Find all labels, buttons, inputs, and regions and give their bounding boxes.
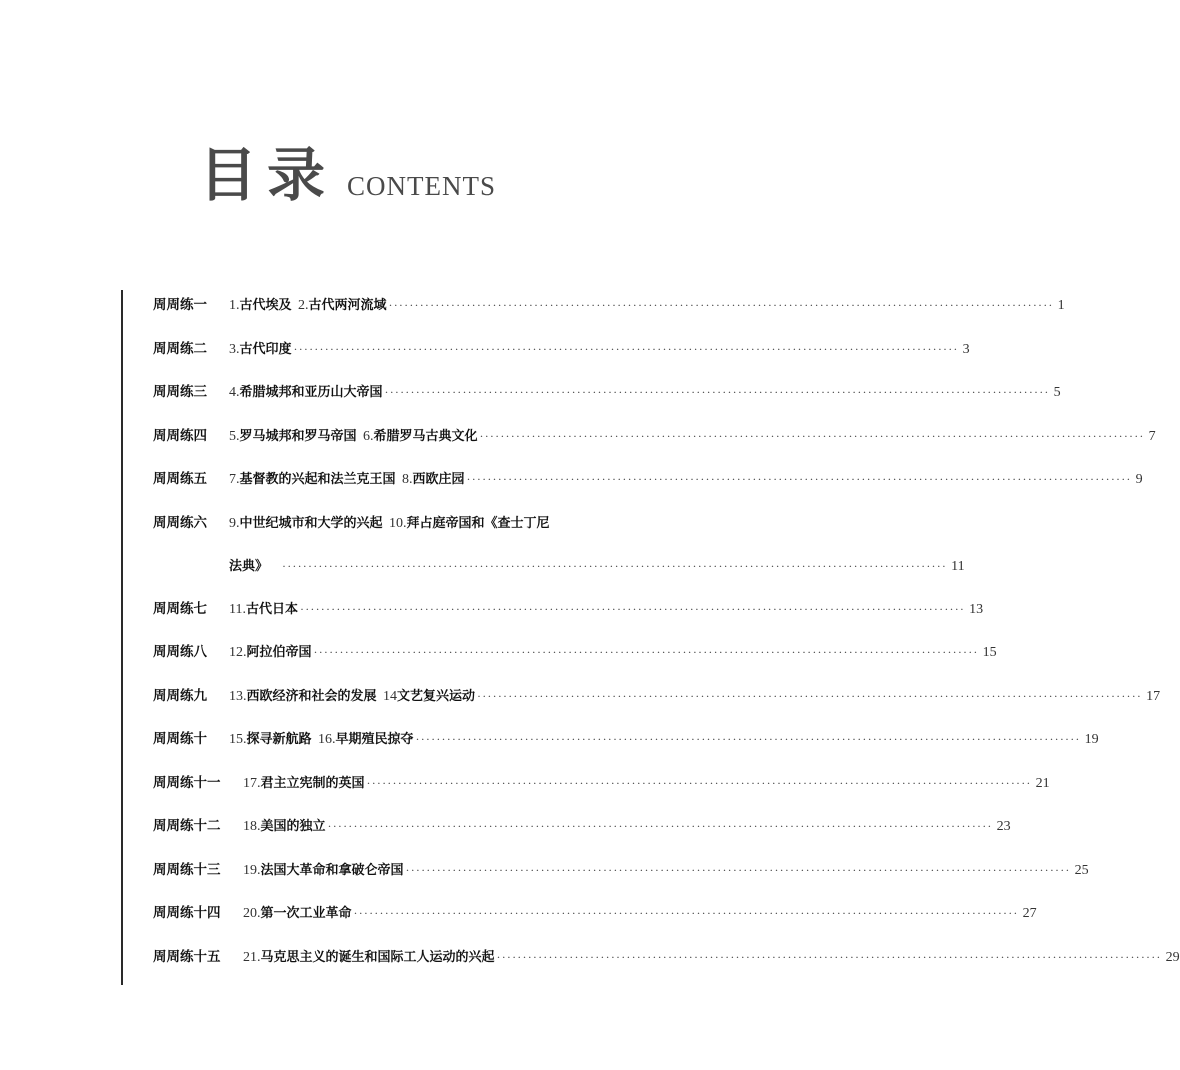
chapter-number: 13. — [229, 688, 247, 704]
toc-entry-label: 周周练十五 — [153, 948, 221, 965]
toc-entry[interactable] — [153, 769, 1050, 813]
toc-entry[interactable] — [153, 291, 1065, 335]
toc-entry[interactable] — [153, 899, 1037, 943]
chapter-number: 11. — [229, 601, 246, 617]
toc-entry-title — [243, 813, 326, 841]
chapter-number: 16. — [318, 732, 336, 747]
chapter-number: 5. — [229, 428, 240, 444]
page-number: 11 — [951, 558, 965, 574]
toc-entry[interactable] — [153, 725, 1099, 769]
page-number: 29 — [1165, 949, 1180, 965]
page-number: 19 — [1084, 732, 1099, 747]
toc-entry-label: 周周练八 — [153, 644, 207, 660]
toc-entry[interactable] — [153, 378, 1061, 422]
chapter-title: 基督教的兴起和法兰克王国 — [239, 472, 396, 487]
toc-entry-label: 周周练十四 — [153, 905, 221, 921]
toc-entry-label: 周周练五 — [153, 471, 207, 487]
leader-dots — [385, 378, 1050, 406]
toc-entry-title — [229, 336, 292, 364]
chapter-number: 7. — [229, 472, 240, 487]
title-english: CONTENTS — [347, 171, 497, 201]
chapter-title: 中世纪城市和大学的兴起 — [239, 515, 383, 531]
leader-dots — [328, 812, 993, 840]
page-number: 17 — [1146, 688, 1161, 704]
chapter-title: 古代印度 — [239, 341, 292, 357]
page-number: 1 — [1057, 298, 1065, 313]
toc-vertical-rule — [121, 290, 123, 985]
toc-entry[interactable] — [153, 812, 1011, 856]
chapter-title: 阿拉伯帝国 — [246, 645, 312, 660]
toc-entry-label: 周周练十 — [153, 731, 207, 747]
leader-dots — [467, 465, 1132, 493]
chapter-number: 6. — [363, 428, 374, 444]
table-of-contents — [153, 291, 1180, 986]
chapter-title: 探寻新航路 — [246, 732, 312, 747]
toc-entry-label: 周周练二 — [153, 340, 207, 357]
title-chinese: 目录 — [199, 141, 336, 209]
leader-dots — [477, 682, 1142, 710]
chapter-title: 希腊罗马古典文化 — [373, 428, 478, 444]
toc-entry-continuation[interactable] — [153, 552, 965, 595]
chapter-number: 21. — [243, 949, 261, 965]
leader-dots — [406, 856, 1071, 884]
toc-entry[interactable] — [153, 335, 970, 379]
chapter-number: 8. — [402, 472, 413, 487]
chapter-title: 马克思主义的诞生和国际工人运动的兴起 — [260, 949, 495, 965]
toc-entry-label: 周周练三 — [153, 384, 207, 400]
leader-dots — [282, 552, 947, 580]
toc-entry-title — [229, 726, 414, 754]
page-number: 27 — [1022, 906, 1037, 921]
toc-entry-label: 周周练十二 — [153, 818, 221, 834]
toc-entry-title — [243, 944, 495, 972]
chapter-number: 3. — [229, 341, 240, 357]
leader-dots — [497, 943, 1162, 971]
toc-entry-label: 周周练九 — [153, 687, 207, 704]
chapter-title: 文艺复兴运动 — [397, 688, 476, 704]
leader-dots — [294, 335, 959, 363]
leader-dots — [389, 291, 1054, 319]
chapter-number: 19. — [243, 862, 261, 878]
leader-dots — [480, 422, 1145, 450]
chapter-title: 第一次工业革命 — [260, 906, 352, 921]
chapter-number: 4. — [229, 385, 240, 400]
chapter-title: 古代埃及 — [239, 298, 292, 313]
toc-entry[interactable] — [153, 595, 984, 639]
chapter-number: 1. — [229, 298, 240, 313]
leader-dots — [367, 769, 1032, 797]
leader-dots — [416, 725, 1081, 753]
chapter-title: 法国大革命和拿破仑帝国 — [260, 862, 404, 878]
toc-entry[interactable] — [153, 638, 997, 682]
leader-dots — [314, 638, 979, 666]
toc-entry-title — [229, 292, 387, 320]
chapter-title: 古代两河流域 — [308, 298, 387, 313]
toc-entry[interactable] — [153, 682, 1161, 726]
leader-dots — [354, 899, 1019, 927]
page-number: 21 — [1035, 775, 1050, 791]
toc-entry[interactable] — [153, 943, 1180, 987]
toc-entry-title — [229, 683, 475, 711]
page-number: 15 — [982, 645, 997, 660]
chapter-title: 拜占庭帝国和《查士丁尼 — [406, 515, 550, 531]
toc-entry-label: 周周练十三 — [153, 861, 221, 878]
toc-entry[interactable] — [153, 509, 649, 552]
chapter-number: 2. — [298, 298, 309, 313]
chapter-title: 早期殖民掠夺 — [335, 732, 414, 747]
page-number: 3 — [962, 341, 970, 357]
toc-entry-title — [229, 423, 478, 451]
chapter-number: 10. — [389, 515, 407, 531]
toc-entry[interactable] — [153, 856, 1089, 900]
toc-entry-label: 周周练四 — [153, 427, 207, 444]
chapter-title: 古代日本 — [245, 601, 298, 617]
toc-entry-label: 周周练十一 — [153, 774, 221, 791]
page-number: 13 — [969, 601, 984, 617]
toc-entry-title — [229, 596, 298, 624]
page-number: 9 — [1135, 472, 1143, 487]
chapter-title: 希腊城邦和亚历山大帝国 — [239, 385, 383, 400]
toc-entry[interactable] — [153, 465, 1143, 509]
chapter-number: 20. — [243, 906, 261, 921]
chapter-title: 罗马城邦和罗马帝国 — [239, 428, 357, 444]
page-number: 7 — [1148, 428, 1156, 444]
toc-entry-label: 周周练七 — [153, 600, 207, 617]
chapter-title: 君主立宪制的英国 — [260, 775, 365, 791]
chapter-title-continuation: 法典》 — [229, 558, 269, 574]
chapter-number: 14 — [383, 688, 398, 704]
toc-entry-title — [229, 510, 550, 538]
chapter-number: 17. — [243, 775, 261, 791]
chapter-title: 西欧庄园 — [412, 472, 465, 487]
leader-dots — [300, 595, 965, 623]
toc-entry-label: 周周练一 — [153, 297, 207, 313]
page-title — [199, 128, 496, 212]
toc-entry-title — [243, 857, 404, 885]
chapter-number: 9. — [229, 515, 240, 531]
chapter-title: 美国的独立 — [260, 819, 326, 834]
chapter-number: 15. — [229, 732, 247, 747]
chapter-number: 12. — [229, 645, 247, 660]
toc-entry-label: 周周练六 — [153, 514, 207, 531]
toc-entry-title — [243, 900, 352, 928]
toc-entry-title — [243, 770, 365, 798]
chapter-number: 18. — [243, 819, 261, 834]
page-number: 5 — [1053, 385, 1061, 400]
page-number: 23 — [996, 819, 1011, 834]
toc-entry-title — [229, 639, 312, 667]
toc-entry-title — [229, 379, 383, 407]
page-number: 25 — [1074, 862, 1089, 878]
toc-entry[interactable] — [153, 422, 1156, 466]
toc-entry-title — [229, 466, 465, 494]
chapter-title: 西欧经济和社会的发展 — [246, 688, 377, 704]
